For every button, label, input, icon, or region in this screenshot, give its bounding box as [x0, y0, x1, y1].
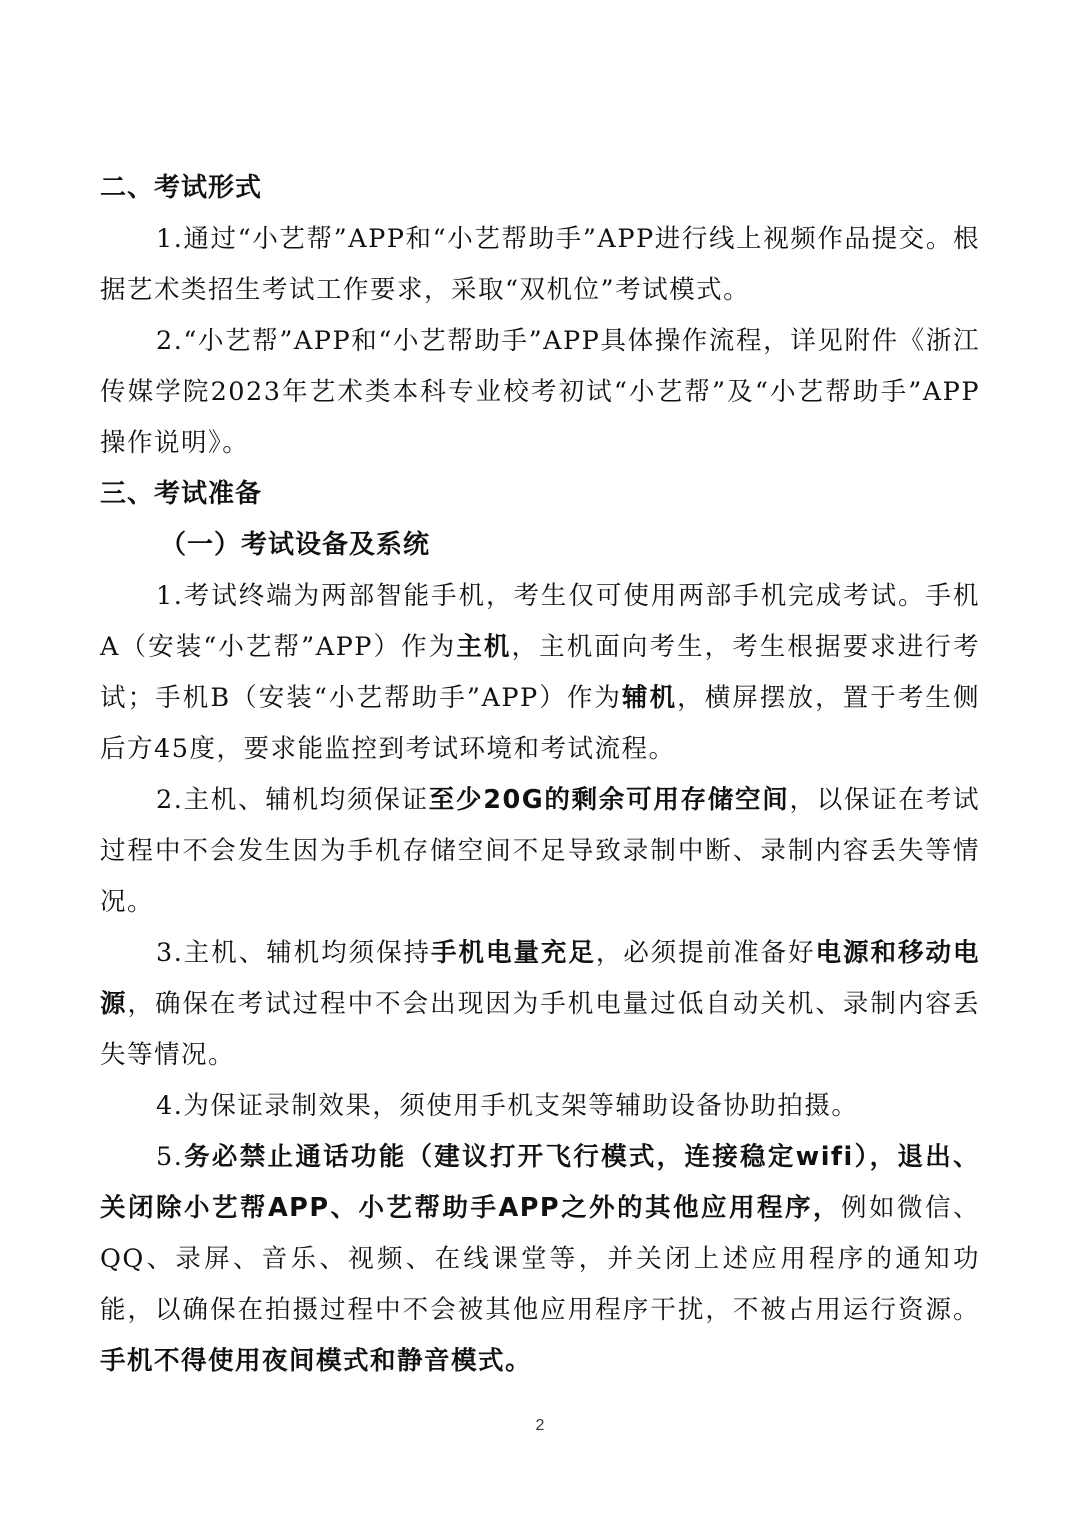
text-run: 3.主机、辅机均须保持 — [156, 938, 432, 968]
text-run: ，确保在考试过程中不会出现因为手机电量过低自动关机、录制内容丢失等情况。 — [100, 989, 980, 1070]
text-run: 1.考试终端为两部智能手机，考生仅可使用两部手机完成考试。手机A（安装“小艺帮”APP）作为 — [100, 581, 980, 662]
text-run: ，主机面向考生，考生根据要求进行考试；手机B（安装“小艺帮助手”APP）作为 — [100, 632, 980, 713]
text-run: 4.为保证录制效果，须使用手机支架等辅助设备协助拍摄。 — [156, 1091, 859, 1121]
text-run: 2.主机、辅机均须保证 — [156, 785, 429, 815]
text-run: ，横屏摆放，置于考生侧后方45度，要求能监控到考试环境和考试流程。 — [100, 683, 980, 764]
paragraph-item-5 — [100, 1132, 980, 1387]
paragraph-item-2 — [100, 775, 980, 928]
section-heading-exam-preparation: 三、考试准备 — [100, 479, 263, 509]
text-run: 例如微信、QQ、录屏、音乐、视频、在线课堂等，并关闭上述应用程序的通知功能，以确保在拍摄过程中不会被其他应用程序干扰，不被占用运行资源。 — [100, 1193, 980, 1325]
paragraph-item-1 — [100, 571, 980, 775]
text-run: ，以保证在考试过程中不会发生因为手机存储空间不足导致录制中断、录制内容丢失等情况。 — [100, 785, 980, 917]
bold-run: 务必禁止通话功能（建议打开飞行模式，连接稳定wifi），退出、关闭除小艺帮APP、小艺帮助手APP之外的其他应用程序， — [100, 1142, 980, 1223]
bold-run: 手机电量充足 — [431, 938, 596, 968]
bold-run: 主机 — [456, 632, 512, 662]
section-heading-exam-format: 二、考试形式 — [100, 173, 263, 203]
bold-run: 至少20G的剩余可用存储空间 — [428, 785, 790, 815]
paragraph-exam-format-1: 1.通过“小艺帮”APP和“小艺帮助手”APP进行线上视频作品提交。根据艺术类招生考试工作要求，采取“双机位”考试模式。 — [100, 224, 980, 305]
paragraph-item-3 — [100, 928, 980, 1081]
bold-run: 电源和移动电源 — [100, 938, 980, 1019]
bold-run: 手机不得使用夜间模式和静音模式。 — [100, 1346, 533, 1376]
page-number: 2 — [535, 1417, 545, 1434]
subheading-devices-and-system: （一）考试设备及系统 — [160, 530, 431, 560]
document-body — [100, 163, 980, 1387]
bold-run: 辅机 — [622, 683, 678, 713]
paragraph-exam-format-2: 2.“小艺帮”APP和“小艺帮助手”APP具体操作流程，详见附件《浙江传媒学院2023年艺术类本科专业校考初试“小艺帮”及“小艺帮助手”APP操作说明》。 — [100, 326, 980, 458]
text-run: ，必须提前准备好 — [595, 938, 816, 968]
text-run: 5. — [156, 1142, 184, 1172]
paragraph-item-4 — [100, 1081, 980, 1132]
